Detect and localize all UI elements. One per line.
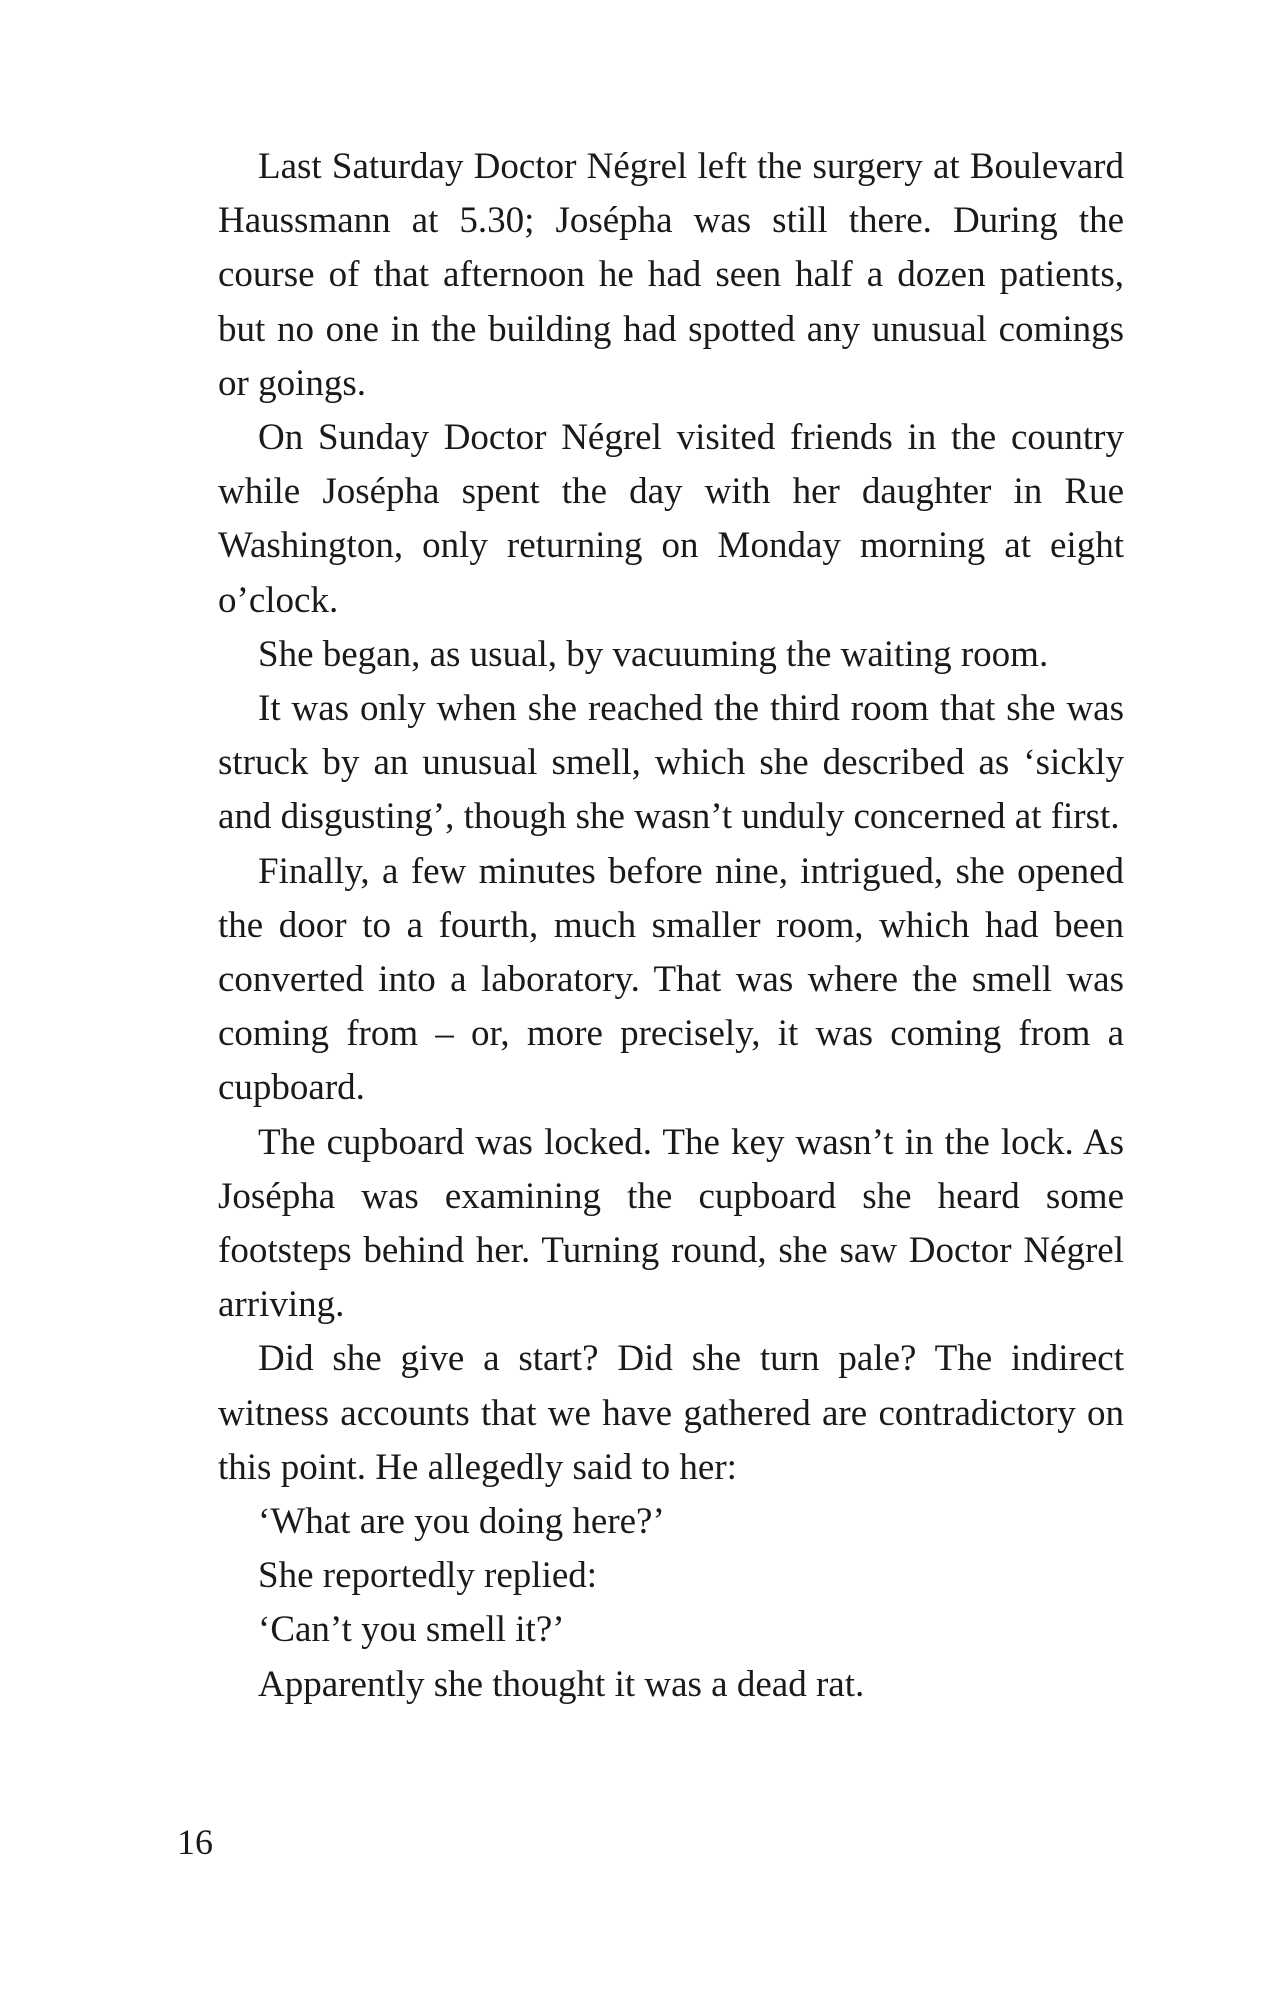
paragraph: Finally, a few minutes before nine, intrigued, she opened the door to a fourth, much smaller room, which had been converted into a laboratory. That was where the smell was coming from – or, more precisely, it was coming from a cupboard.	[218, 850, 1124, 1109]
paragraph: It was only when she reached the third room that she was struck by an unusual smell, which she described as ‘sickly and disgusting’, though she wasn’t unduly concerned at first.	[218, 688, 1124, 838]
dialogue-line: ‘What are you doing here?’	[258, 1501, 665, 1543]
paragraph: Did she give a start? Did she turn pale? The indirect witness accounts that we have gathered are contradictory on this point. He allegedly said to her:	[218, 1338, 1124, 1488]
body-text	[218, 140, 1124, 1712]
page-number: 16	[177, 1822, 213, 1862]
dialogue-line: ‘Can’t you smell it?’	[258, 1609, 565, 1651]
paragraph: She reportedly replied:	[258, 1555, 598, 1597]
paragraph: She began, as usual, by vacuuming the waiting room.	[258, 633, 1049, 675]
paragraph: On Sunday Doctor Négrel visited friends in the country while Josépha spent the day with her daughter in Rue Washington, only returning on Monday morning at eight o’clock.	[218, 417, 1124, 621]
paragraph: The cupboard was locked. The key wasn’t in the lock. As Josépha was examining the cupboard she heard some footsteps behind her. Turning round, she saw Doctor Négrel arriving.	[218, 1121, 1124, 1326]
paragraph: Last Saturday Doctor Négrel left the surgery at Boulevard Haussmann at 5.30; Josépha was still there. During the course of that afternoon he had seen half a dozen patients, but no one in the building had spotted any unusual comings or goings.	[218, 146, 1124, 404]
paragraph: Apparently she thought it was a dead rat.	[258, 1663, 865, 1705]
